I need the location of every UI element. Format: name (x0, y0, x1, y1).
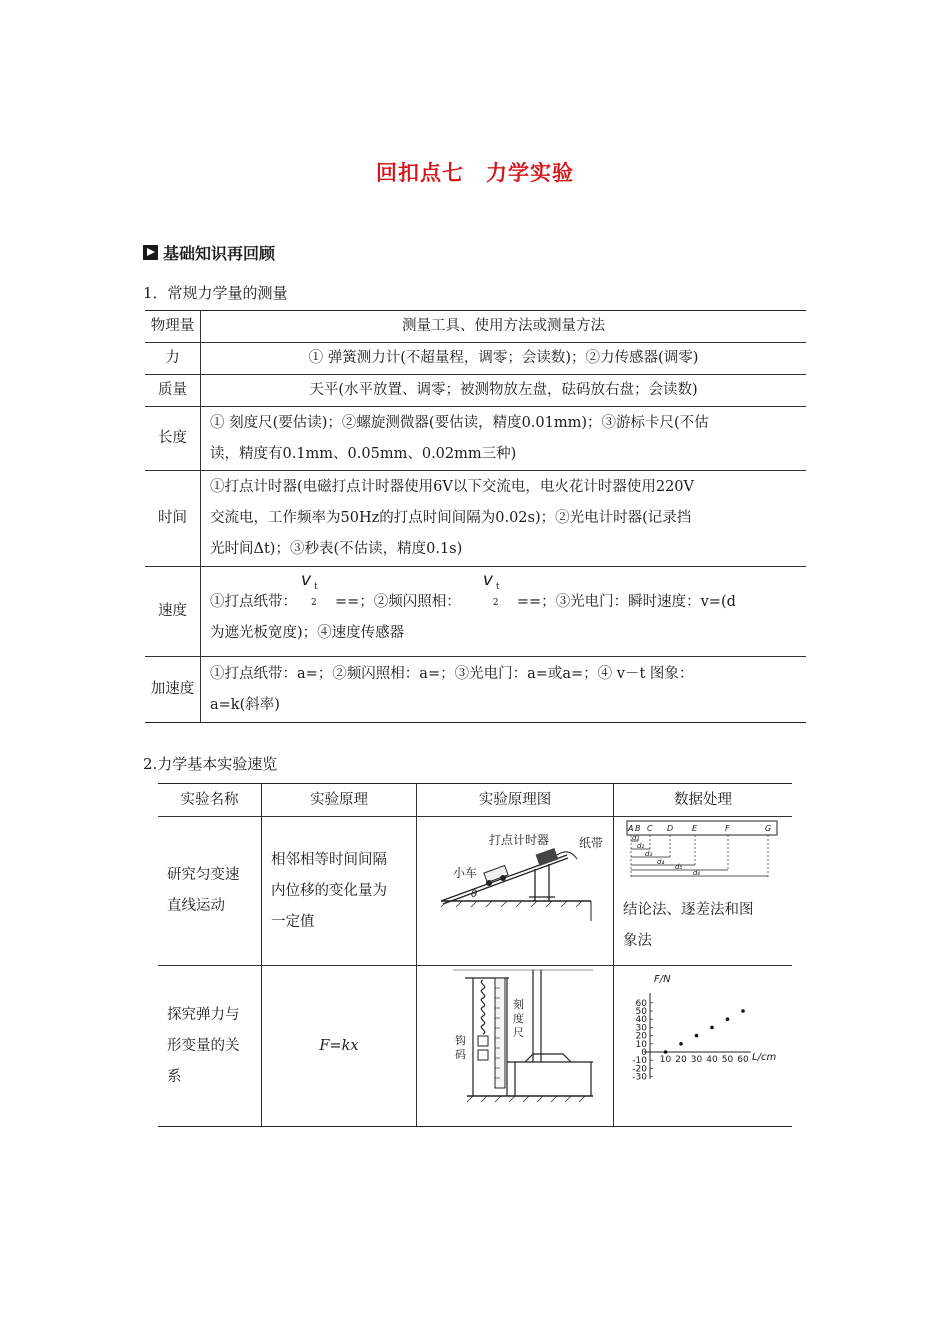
method-line: 交流电，工作频率为50Hz的打点时间间隔为0.02s)；②光电计时器(记录挡 (210, 510, 692, 526)
quantity-cell: 力 (145, 343, 201, 375)
x-tick-label: 50 (721, 1055, 734, 1065)
y-tick-label: 50 (635, 1007, 647, 1017)
y-tick-label: -20 (632, 1064, 647, 1075)
incline-cart-diagram (417, 817, 613, 953)
experiment-name-cell (158, 817, 262, 966)
label-tape: 纸带 (578, 836, 603, 850)
x-tick-label: 40 (706, 1055, 718, 1065)
point-a-label: A (628, 824, 634, 833)
y-tick-label: 0 (641, 1048, 647, 1058)
method-line: 为遮光板宽度)；④速度传感器 (210, 624, 405, 641)
d2-label: d₂ (637, 842, 645, 850)
method-cell (201, 657, 807, 723)
table-header-cell: 实验原理 (262, 784, 417, 817)
x-tick-label: 20 (675, 1055, 687, 1065)
subheading-1: 1．常规力学量的测量 (143, 284, 288, 302)
point-f-label: F (725, 824, 730, 833)
method-cell (201, 567, 807, 657)
ruler (495, 978, 505, 1088)
ruler-label-3: 尺 (512, 1026, 524, 1039)
text-line: 结论法、逐差法和图 (623, 902, 754, 918)
data-point (695, 1034, 699, 1038)
frac-denominator: 2 (311, 597, 317, 608)
play-triangle-icon (143, 245, 158, 260)
method-line: ① 刻度尺(要估读)；②螺旋测微器(要估读，精度0.01mm)；③游标卡尺(不估 (210, 414, 709, 431)
principle-cell (262, 817, 417, 966)
y-tick-label: 10 (635, 1039, 647, 1050)
x-tick-label: 30 (690, 1055, 703, 1065)
velocity-text-c: ==；③光电门：瞬时速度：v=(d (516, 593, 736, 610)
section-heading (143, 241, 275, 264)
quantity-cell: 长度 (145, 407, 201, 471)
text-line: 内位移的变化量为 (271, 882, 388, 899)
frac-subscript: t (495, 581, 500, 592)
weight-1 (478, 1036, 488, 1046)
title-part-1: 回扣点七 (376, 161, 464, 185)
x-tick-label: 60 (737, 1055, 749, 1065)
data-points (664, 1009, 745, 1054)
method-line: 光时间Δt)；③秒表(不估读，精度0.1s) (210, 541, 463, 557)
weight-label-1: 钩 (454, 1034, 466, 1047)
text-line: 一定值 (271, 913, 315, 930)
table-header-cell: 物理量 (145, 311, 201, 343)
text-line: 形变量的关 (167, 1037, 240, 1054)
y-axis-label: F/N (654, 974, 671, 985)
title-part-2: 力学实验 (486, 161, 574, 185)
data-cell (614, 817, 793, 966)
method-line: 读，精度有0.1mm、0.05mm、0.02mm三种) (210, 445, 517, 462)
force-length-chart (614, 966, 786, 1114)
quantity-cell: 时间 (145, 471, 201, 567)
d6-label: d₆ (693, 869, 701, 877)
quantity-cell: 速度 (145, 567, 201, 657)
point-g-label: G (765, 824, 772, 833)
weight-label-2: 码 (454, 1048, 466, 1061)
table-surface (441, 901, 591, 921)
cart (484, 866, 508, 886)
data-point (679, 1042, 683, 1046)
measurement-table (145, 310, 806, 723)
table-header-cell: 数据处理 (614, 784, 793, 817)
text-line: 相邻相等时间间隔 (271, 851, 388, 868)
section-heading-text: 基础知识再回顾 (163, 244, 276, 263)
point-c-label: C (647, 824, 653, 833)
x-tick-label: 10 (659, 1055, 672, 1065)
method-cell (201, 407, 807, 471)
subheading-2: 2.力学基本实验速览 (143, 755, 278, 773)
d5-label: d₅ (675, 863, 683, 871)
text-line: 直线运动 (167, 898, 225, 914)
frac-denominator: 2 (492, 597, 499, 608)
chart-cell (614, 966, 793, 1127)
point-d-label: D (667, 824, 674, 833)
experiment-table (158, 783, 792, 1127)
label-cart: 小车 (452, 866, 477, 880)
point-b-label: B (635, 824, 641, 833)
text-line: 象法 (623, 933, 652, 949)
method-line (210, 569, 797, 618)
ground-hatch (467, 1096, 585, 1102)
frac-symbol: v (301, 569, 312, 590)
y-tick-label: 30 (635, 1023, 647, 1034)
text-line: 系 (167, 1068, 182, 1085)
spring-ruler-diagram (417, 966, 613, 1114)
tape-diagram (623, 819, 783, 883)
table-header-cell: 测量工具、使用方法或测量方法 (201, 311, 807, 343)
table-header-cell: 实验名称 (158, 784, 262, 817)
experiment-name-cell (158, 966, 262, 1127)
point-e-label: E (692, 824, 698, 833)
page-title (0, 157, 950, 187)
label-theta: θ (470, 889, 478, 900)
quantity-cell: 质量 (145, 375, 201, 407)
data-point (710, 1026, 714, 1030)
table-header-cell: 实验原理图 (416, 784, 613, 817)
method-line: a=k(斜率) (210, 696, 280, 713)
velocity-text-a: ①打点纸带： (210, 593, 297, 610)
diagram-cell (416, 966, 613, 1127)
method-line: ①打点纸带：a=；②频闪照相：a=；③光电门：a=或a=；④ v－t 图象： (210, 665, 694, 682)
y-tick-label: 60 (635, 998, 647, 1009)
frac-subscript: t (314, 581, 318, 592)
average-velocity-fraction (297, 569, 335, 612)
data-point (664, 1050, 668, 1054)
principle-cell: F=kx (262, 966, 417, 1127)
weight-2 (478, 1050, 488, 1060)
frac-symbol: v (482, 569, 493, 590)
y-tick-label: -30 (632, 1072, 647, 1083)
spring (481, 980, 484, 1034)
y-tick-label: 20 (635, 1031, 647, 1042)
x-tick-labels (660, 1055, 749, 1065)
method-cell (201, 471, 807, 567)
quantity-cell: 加速度 (145, 657, 201, 723)
text-line: 探究弹力与 (167, 1006, 240, 1023)
data-point (726, 1017, 730, 1021)
label-timer: 打点计时器 (488, 833, 549, 847)
d3-label: d₃ (645, 850, 653, 858)
d4-label: d₄ (657, 858, 665, 866)
method-line: ①打点计时器(电磁打点计时器使用6V以下交流电，电火花计时器使用220V (210, 479, 694, 495)
velocity-text-b: ==；②频闪照相： (335, 593, 461, 610)
average-velocity-fraction (479, 569, 517, 612)
y-tick-label: -10 (632, 1056, 647, 1067)
method-cell: ① 弹簧测力计(不超量程，调零；会读数)；②力传感器(调零) (201, 343, 807, 375)
x-axis-label: L/cm (752, 1052, 777, 1063)
ruler-label-1: 刻 (512, 998, 524, 1011)
ruler-label-2: 度 (512, 1012, 524, 1025)
data-point (741, 1009, 745, 1013)
diagram-cell (416, 817, 613, 966)
text-line: 研究匀变速 (167, 867, 240, 883)
d1-label: d₁ (632, 834, 640, 842)
y-tick-label: 40 (635, 1015, 647, 1026)
method-cell: 天平(水平放置、调零；被测物放左盘，砝码放右盘；会读数) (201, 375, 807, 407)
